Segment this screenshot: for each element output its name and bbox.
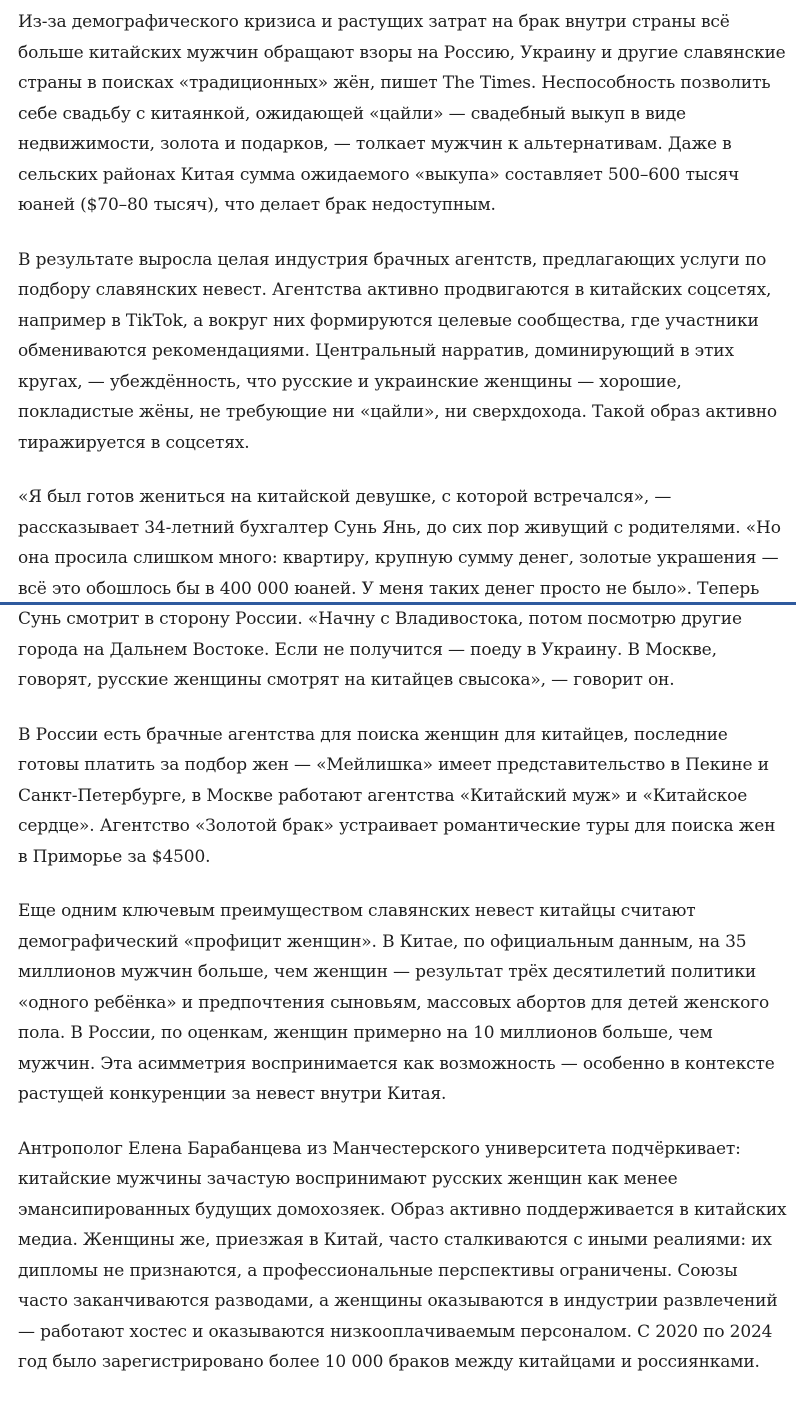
paragraph-2: В результате выросла целая индустрия брачных агентств, предлагающих услуги по подбору славянских невест. Агентства активно продвигаются в китайских соцсетях, например в TikTok, а вокруг них формируются целевые сообщества, где участники обмениваются рекомендациями. Центральный нарратив, доминирующий в этих кругах, — убеждённость, что русские и украинские женщины — хорошие, покладистые жёны, не требующие ни «цайли», ни сверхдохода. Такой образ активно тиражируется в соцсетях. xyxy=(18,249,777,453)
paragraph-4: В России есть брачные агентства для поиска женщин для китайцев, последние готовы платить за подбор жен — «Мейлишка» имеет представительство в Пекине и Санкт-Петербурге, в Москве работают агентства «Китайский муж» и «Китайское сердце». Агентство «Золотой брак» устраивает романтические туры для поиска жен в Приморье за $4500. xyxy=(18,724,776,867)
paragraph-3: «Я был готов жениться на китайской девушке, с которой встречался», — рассказывает 34-летний бухгалтер Сунь Янь, до сих пор живущий с родителями. «Но она просила слишком много: квартиру, крупную сумму денег, золотые украшения — всё это обошлось бы в 400 000 юаней. У меня таких денег просто не было». Теперь Сунь смотрит в сторону России. «Начну с Владивостока, потом посмотрю другие города на Дальнем Востоке. Если не получится — поеду в Украину. В Москве, говорят, русские женщины смотрят на китайцев свысока», — говорит он. xyxy=(18,487,781,690)
paragraph-6: Антрополог Елена Барабанцева из Манчестерского университета подчёркивает: китайские мужчины зачастую воспринимают русских женщин как менее эмансипированных будущих домохозяек. Образ активно поддерживается в китайских медиа. Женщины же, приезжая в Китай, часто сталкиваются с иными реалиями: их дипломы не признаются, а профессиональные перспективы ограничены. Союзы часто заканчиваются разводами, а женщины оказываются в индустрии развлечений — работают хостес и оказываются низкооплачиваемым персоналом. С 2020 по 2024 год было зарегистрировано более 10 000 браков между китайцами и россиянками. xyxy=(18,1138,787,1372)
paragraph-5: Еще одним ключевым преимуществом славянских невест китайцы считают демографический «профицит женщин». В Китае, по официальным данным, на 35 миллионов мужчин больше, чем женщин — результат трёх десятилетий политики «одного ребёнка» и предпочтения сыновьям, массовых абортов для детей женского пола. В России, по оценкам, женщин примерно на 10 миллионов больше, чем мужчин. Эта асимметрия воспринимается как возможность — особенно в контексте растущей конкуренции за невест внутри Китая. xyxy=(18,901,775,1104)
article-body xyxy=(18,7,788,1402)
paragraph-1: Из-за демографического кризиса и растущих затрат на брак внутри страны всё больше китайских мужчин обращают взоры на Россию, Украину и другие славянские страны в поисках «традиционных» жён, пишет The Times. Неспособность позволить себе свадьбу с китаянкой, ожидающей «цайли» — свадебный выкуп в виде недвижимости, золота и подарков, — толкает мужчин к альтернативам. Даже в сельских районах Китая сумма ожидаемого «выкупа» составляет 500–600 тысяч юаней ($70–80 тысяч), что делает брак недоступным. xyxy=(18,12,786,215)
horizontal-divider xyxy=(0,602,796,605)
